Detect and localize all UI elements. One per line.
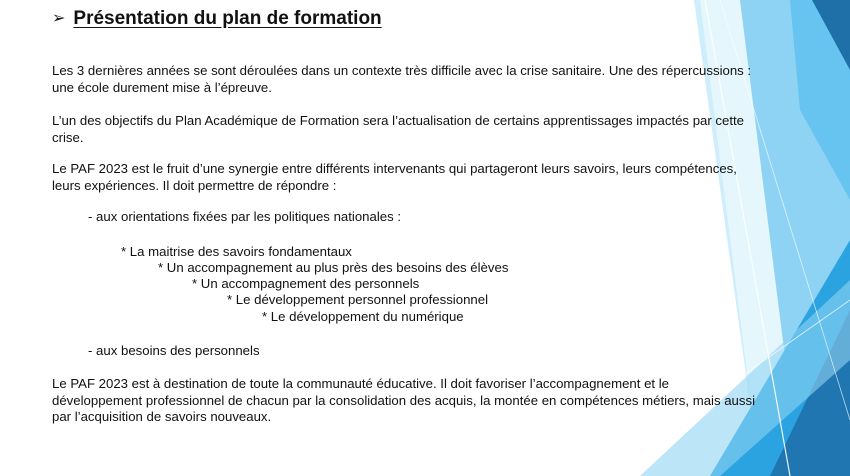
paragraph-synergy: Le PAF 2023 est le fruit d’une synergie entre différents intervenants qui partageront leurs savoirs, leurs compétences, leurs expériences. Il doit permettre de répondre : bbox=[52, 161, 737, 193]
slide-title bbox=[52, 8, 382, 30]
sub-list-item: * Le développement personnel professionnel bbox=[227, 292, 489, 307]
sub-list-item: * Un accompagnement des personnels bbox=[192, 276, 420, 291]
list-item-besoins: - aux besoins des personnels bbox=[88, 343, 260, 358]
slide-title-text: Présentation du plan de formation bbox=[73, 8, 382, 29]
paragraph-objectives: L’un des objectifs du Plan Académique de Formation sera l’actualisation de certains apprentissages impactés par cette crise. bbox=[52, 113, 745, 145]
arrow-bullet-icon: ➢ bbox=[52, 10, 66, 27]
sub-list-item: * Le développement du numérique bbox=[262, 309, 464, 324]
sub-list-item: * La maitrise des savoirs fondamentaux bbox=[121, 244, 352, 259]
paragraph-context: Les 3 dernières années se sont déroulées dans un contexte très difficile avec la crise sanitaire. Une des répercussions : une école durement mise à l’épreuve. bbox=[52, 63, 752, 95]
sub-list-item: * Un accompagnement au plus près des besoins des élèves bbox=[158, 260, 509, 275]
paragraph-destination: Le PAF 2023 est à destination de toute la communauté éducative. Il doit favoriser l’accompagnement et le développement professionnel de chacun par la consolidation des acquis, la montée en compétences métiers, mais aussi par l’acquisition de savoirs nouveaux. bbox=[52, 376, 756, 424]
list-item-orientations: - aux orientations fixées par les politiques nationales : bbox=[88, 209, 402, 224]
